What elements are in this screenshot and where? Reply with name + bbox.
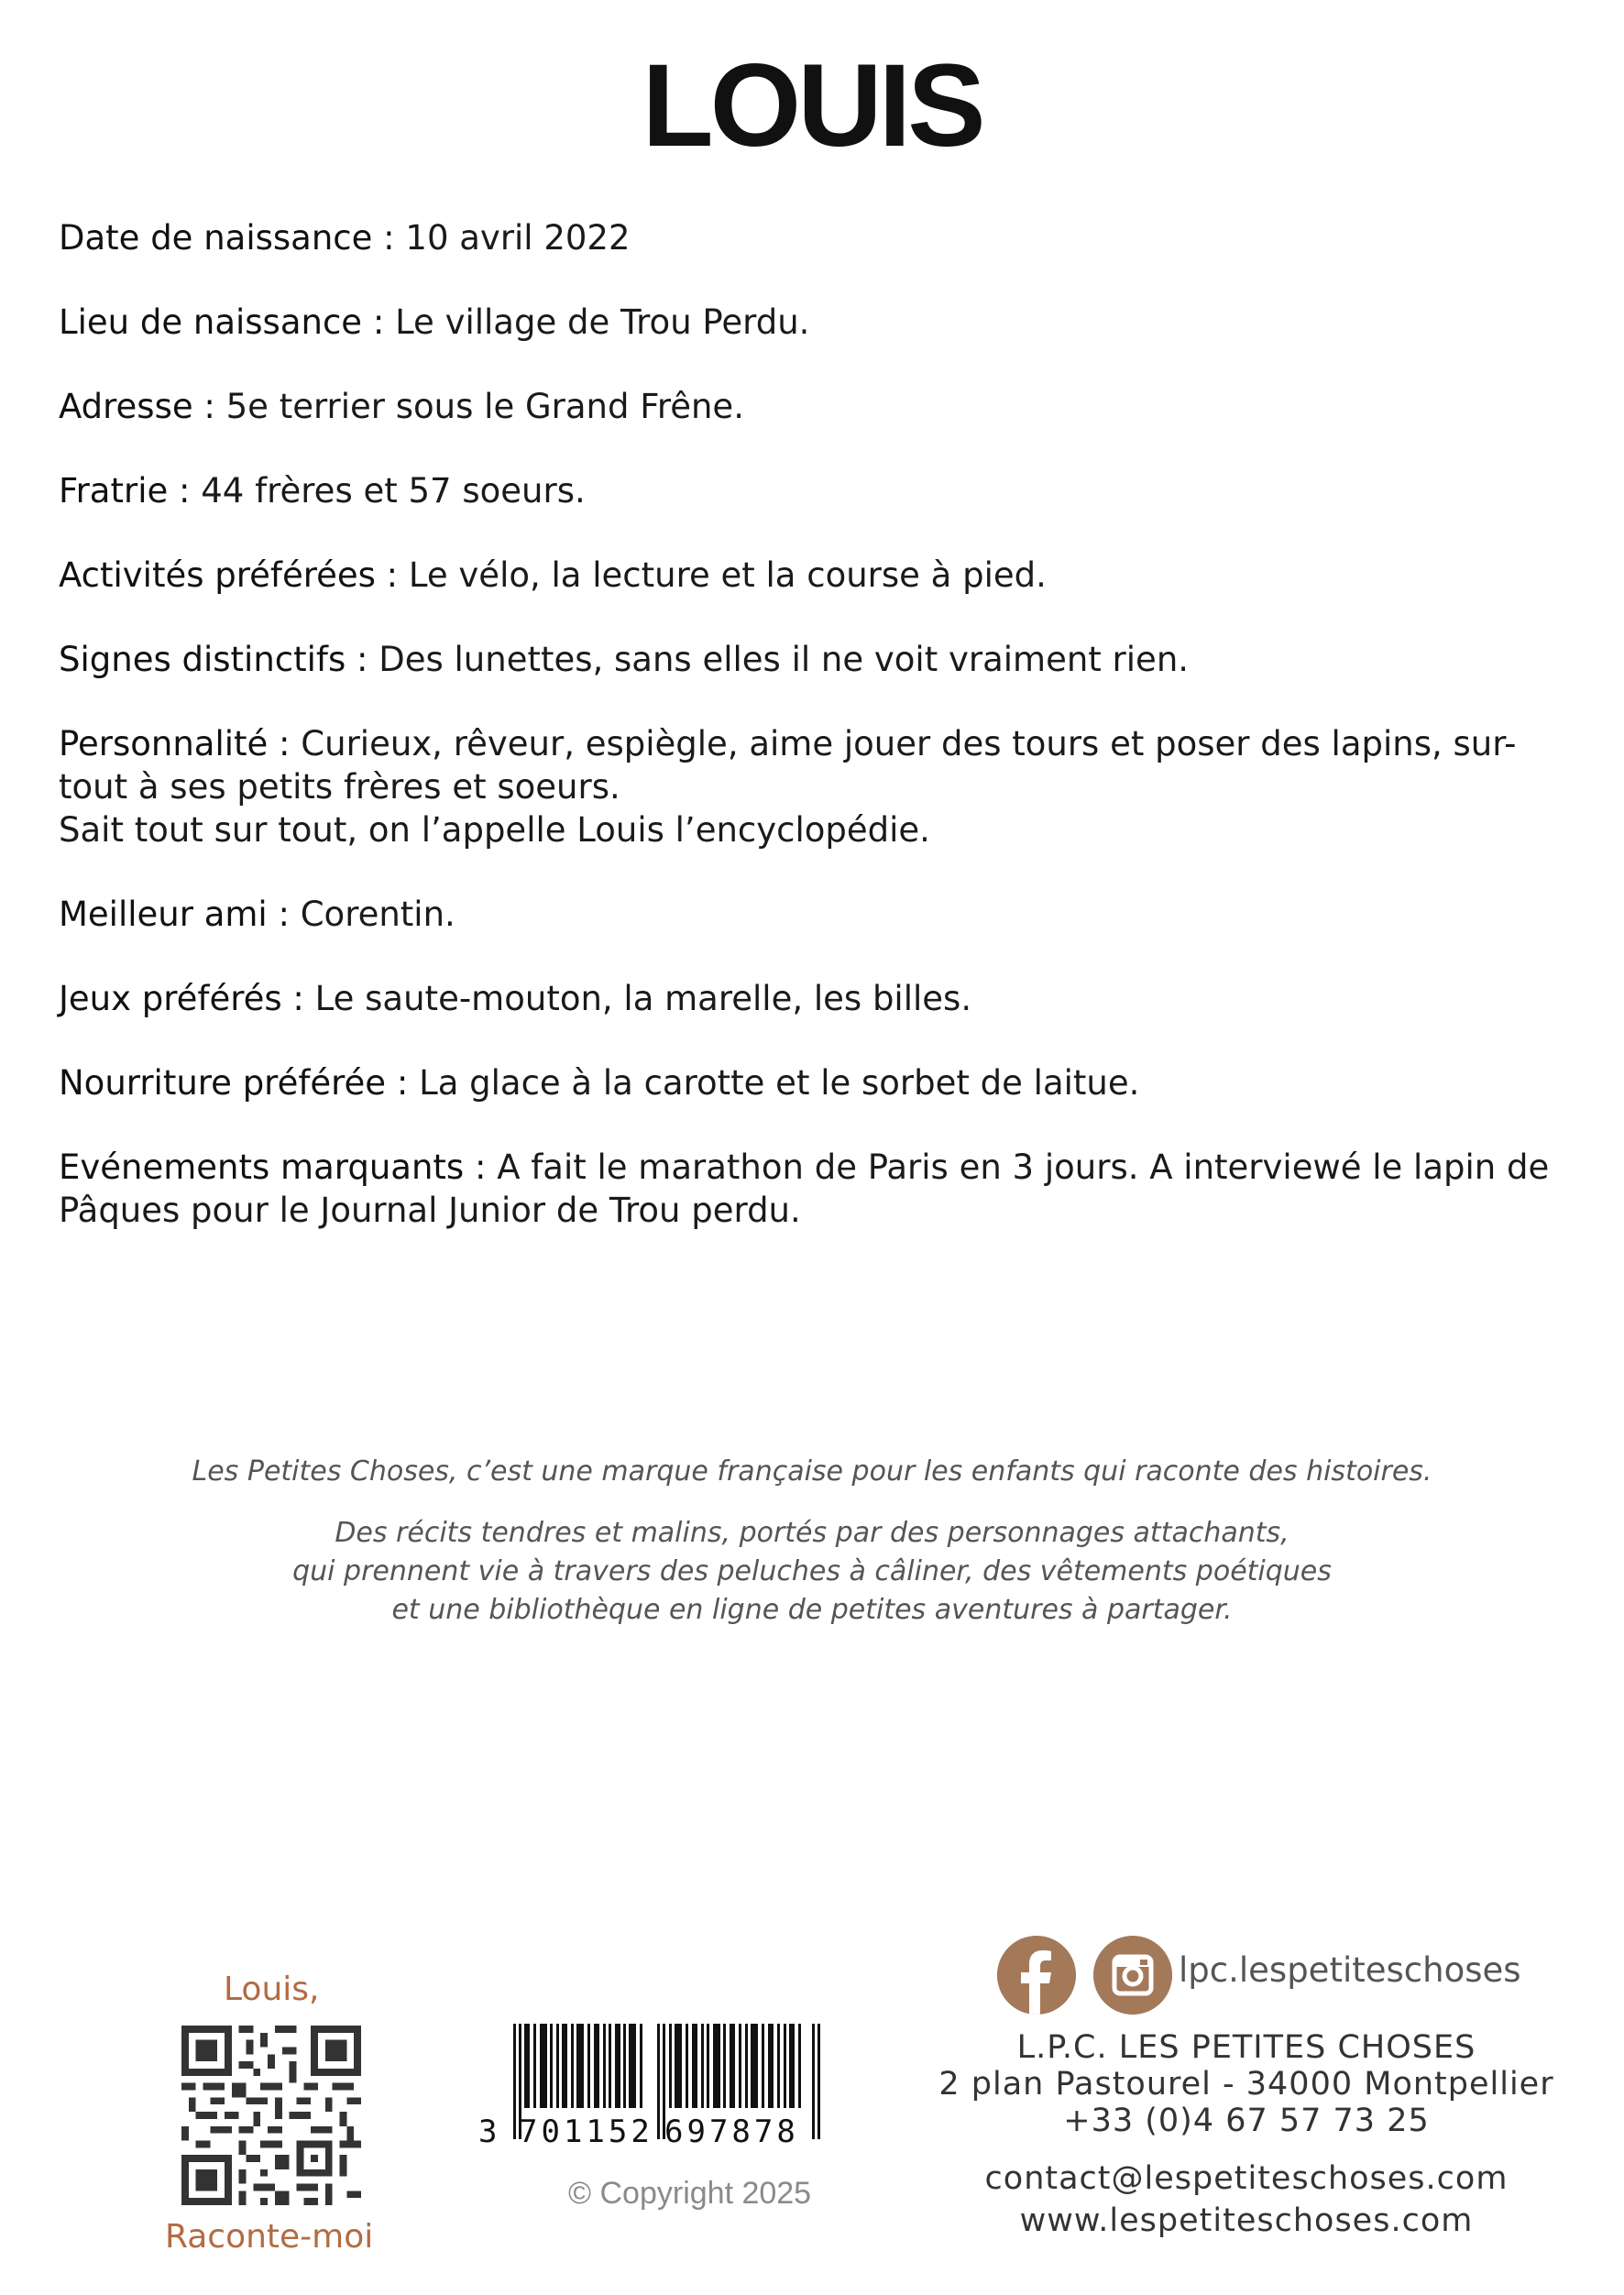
qr-caption-bottom: Raconte-moi [165, 2218, 374, 2256]
field-label: Adresse [59, 387, 193, 426]
barcode-digit-first: 3 [478, 2114, 498, 2150]
field-separator: : [346, 640, 379, 679]
field-separator: : [362, 302, 396, 342]
field-separator: : [168, 471, 202, 511]
field-value: Curieux, rêveur, espiègle, aime jouer des tours et poser des lapins, sur-tout à ses petits frères et soeurs. [59, 724, 1517, 807]
brand-description [0, 1454, 1624, 1630]
brand-desc-line: qui prennent vie à travers des peluches à câliner, des vêtements poétiques [292, 1555, 1332, 1587]
field-value: Corentin. [300, 895, 455, 934]
field-separator: : [372, 218, 406, 258]
field-value-extra: Sait tout sur tout, on l’appelle Louis l’encyclopédie. [59, 810, 930, 850]
brand-desc [0, 1514, 1624, 1630]
field-personality [59, 722, 1580, 851]
barcode-digits-group2: 697878 [664, 2114, 799, 2150]
field-label: Evénements marquants [59, 1148, 465, 1187]
field-separator: : [267, 895, 301, 934]
field-separator: : [386, 1063, 420, 1103]
field-label: Nourriture préférée [59, 1063, 387, 1103]
contact-links [916, 2158, 1576, 2242]
website-link[interactable]: www.lespetiteschoses.com [1019, 2202, 1474, 2239]
copyright-notice: © Copyright 2025 [568, 2176, 812, 2211]
profile-fields [59, 216, 1580, 1273]
field-events [59, 1146, 1580, 1232]
field-value: Le saute-mouton, la marelle, les billes. [314, 979, 972, 1018]
company-phone: +33 (0)4 67 57 73 25 [1063, 2103, 1430, 2139]
field-value: 44 frères et 57 soeurs. [201, 471, 586, 511]
social-links [997, 1936, 1547, 2015]
field-activities [59, 554, 1580, 597]
barcode-number [478, 2104, 827, 2150]
field-address [59, 385, 1580, 428]
field-birth-date [59, 216, 1580, 259]
field-food [59, 1061, 1580, 1104]
social-handle[interactable]: lpc.lespetiteschoses [1179, 1950, 1521, 1990]
instagram-icon[interactable] [1093, 1936, 1172, 2015]
field-value: Le vélo, la lecture et la course à pied. [408, 555, 1047, 595]
field-best-friend [59, 893, 1580, 936]
field-label: Activités préférées [59, 555, 376, 595]
field-value: Des lunettes, sans elles il ne voit vraiment rien. [379, 640, 1190, 679]
field-separator: : [464, 1148, 498, 1187]
company-info [916, 2029, 1576, 2139]
qr-caption-top: Louis, [224, 1971, 320, 2008]
page-title: LOUIS [642, 40, 982, 171]
field-label: Jeux préférés [59, 979, 282, 1018]
field-label: Lieu de naissance [59, 302, 363, 342]
brand-desc-line: et une bibliothèque en ligne de petites aventures à partager. [391, 1594, 1233, 1626]
company-address: 2 plan Pastourel - 34000 Montpellier [938, 2066, 1554, 2103]
brand-desc-line: Des récits tendres et malins, portés par des personnages attachants, [335, 1517, 1289, 1549]
qr-code[interactable] [181, 2026, 361, 2205]
field-siblings [59, 469, 1580, 512]
field-label: Personnalité [59, 724, 269, 763]
field-value: 10 avril 2022 [405, 218, 631, 258]
field-label: Fratrie [59, 471, 169, 511]
contact-email[interactable]: contact@lespetiteschoses.com [984, 2160, 1509, 2197]
field-distinctive-signs [59, 638, 1580, 681]
field-games [59, 977, 1580, 1020]
field-label: Signes distinctifs [59, 640, 346, 679]
brand-intro: Les Petites Choses, c’est une marque française pour les enfants qui raconte des histoires. [192, 1455, 1432, 1488]
field-value: 5e terrier sous le Grand Frêne. [225, 387, 744, 426]
field-value: A fait le marathon de Paris en 3 jours. A interviewé le lapin de Pâques pour le Journal Junior de Trou perdu. [59, 1148, 1550, 1230]
field-separator: : [375, 555, 409, 595]
field-label: Meilleur ami [59, 895, 268, 934]
company-name: L.P.C. LES PETITES CHOSES [1016, 2029, 1476, 2066]
field-label: Date de naissance [59, 218, 373, 258]
facebook-icon[interactable] [997, 1936, 1076, 2015]
field-birth-place [59, 301, 1580, 344]
field-separator: : [281, 979, 315, 1018]
field-separator: : [268, 724, 302, 763]
barcode-digits-group1: 701152 [519, 2114, 653, 2150]
field-value: Le village de Trou Perdu. [395, 302, 810, 342]
field-separator: : [192, 387, 226, 426]
field-value: La glace à la carotte et le sorbet de laitue. [419, 1063, 1140, 1103]
